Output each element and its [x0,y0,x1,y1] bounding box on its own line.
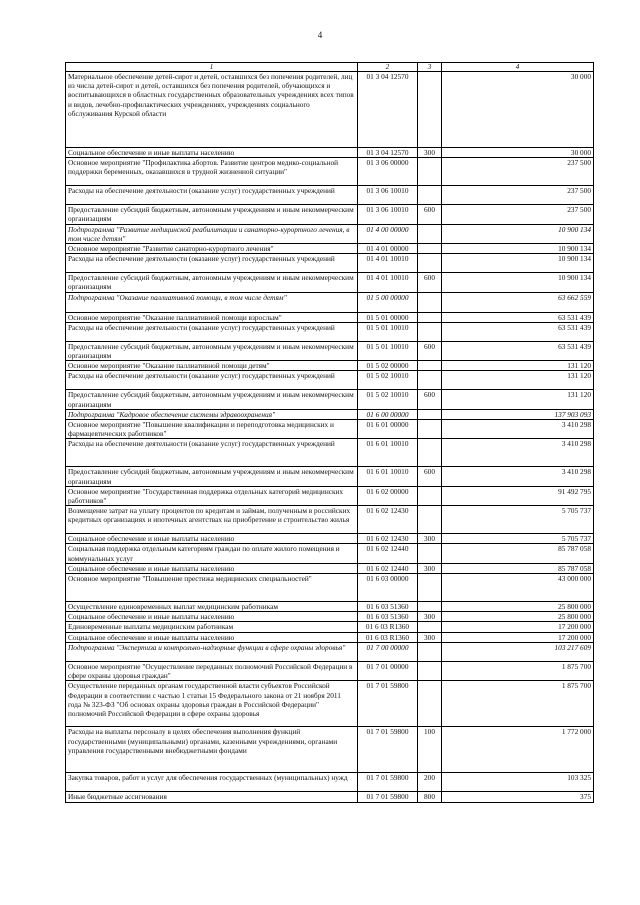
row-code-cell: 01 5 02 10010 [358,371,418,390]
row-type-cell [418,439,442,467]
row-type-cell: 300 [418,148,442,158]
row-type-cell: 600 [418,205,442,224]
row-type-cell: 800 [418,792,442,802]
row-code-cell: 01 6 02 12440 [358,544,418,563]
table-row [66,341,594,360]
row-name-cell: Возмещение затрат на уплату процентов по кредитам и займам, полученным в российских кредитных организациях и ипотечных агентствах на приобретение и строительство жилья [66,506,358,534]
row-type-cell: 600 [418,273,442,292]
row-amount-cell: 237 500 [442,158,594,186]
row-amount-cell: 237 500 [442,205,594,224]
table-row [66,574,594,602]
row-amount-cell: 25 800 000 [442,602,594,612]
table-row [66,681,594,727]
row-amount-cell: 30 000 [442,148,594,158]
row-type-cell [418,420,442,439]
row-name-cell: Подпрограмма "Развитие медицинской реабилитации и санаторно-курортного лечения, в том числе детям" [66,224,358,243]
table-row [66,292,594,312]
table-row [66,792,594,802]
row-code-cell: 01 4 01 00000 [358,244,418,254]
row-type-cell: 300 [418,632,442,642]
row-amount-cell: 63 531 439 [442,312,594,322]
row-code-cell: 01 6 03 R1360 [358,632,418,642]
row-code-cell: 01 3 06 00000 [358,158,418,186]
row-amount-cell: 10 900 134 [442,224,594,243]
row-code-cell: 01 4 01 10010 [358,273,418,292]
row-name-cell: Основное мероприятие "Развитие санаторно-курортного лечения" [66,244,358,254]
page-number: 4 [317,30,323,40]
table-row [66,186,594,205]
row-name-cell: Социальное обеспечение и иные выплаты населению [66,534,358,544]
table-row [66,506,594,534]
row-code-cell: 01 4 00 00000 [358,224,418,243]
row-name-cell: Основное мероприятие "Оказание паллиативной помощи взрослым" [66,312,358,322]
row-code-cell: 01 6 03 51360 [358,602,418,612]
table-row [66,409,594,419]
row-amount-cell: 3 410 298 [442,467,594,486]
row-code-cell: 01 6 02 12430 [358,534,418,544]
row-type-cell [418,544,442,563]
row-name-cell: Подпрограмма "Экспертиза и контрольно-надзорные функции в сфере охраны здоровья" [66,642,358,661]
row-amount-cell: 30 000 [442,72,594,148]
row-name-cell: Осуществление переданных органам государственной власти субъектов Российской Федерации в соответствии с частью 1 статьи 15 Федерального закона от 21 ноября 2011 года № 323-ФЗ "Об основах охраны здоровья граждан в Российской Федерации" полномочий Российской Федерации в сфере охраны здоровья [66,681,358,727]
row-amount-cell: 5 705 737 [442,534,594,544]
row-name-cell: Основное мероприятие "Государственная поддержка отдельных категорий медицинских работников" [66,486,358,505]
row-name-cell: Закупка товаров, работ и услуг для обеспечения государственных (муниципальных) нужд [66,773,358,792]
table-row [66,312,594,322]
row-amount-cell: 103 217 609 [442,642,594,661]
row-type-cell [418,681,442,727]
row-code-cell: 01 6 02 00000 [358,486,418,505]
row-type-cell [418,574,442,602]
table-body [66,72,594,803]
row-code-cell: 01 6 03 51360 [358,612,418,622]
row-name-cell: Иные бюджетные ассигнования [66,792,358,802]
row-code-cell: 01 7 01 00000 [358,661,418,680]
row-amount-cell: 103 325 [442,773,594,792]
row-name-cell: Подпрограмма "Кадровое обеспечение системы здравоохранения" [66,409,358,419]
row-amount-cell: 1 772 000 [442,727,594,773]
row-amount-cell: 375 [442,792,594,802]
table-row [66,773,594,792]
row-code-cell: 01 4 01 10010 [358,254,418,273]
row-amount-cell: 63 531 439 [442,341,594,360]
table-row [66,622,594,632]
row-amount-cell: 43 000 000 [442,574,594,602]
row-type-cell [418,602,442,612]
row-code-cell: 01 6 01 10010 [358,439,418,467]
row-type-cell [418,292,442,312]
row-type-cell: 300 [418,612,442,622]
row-name-cell: Расходы на обеспечение деятельности (оказание услуг) государственных учреждений [66,371,358,390]
table-row [66,205,594,224]
row-code-cell: 01 7 01 59800 [358,681,418,727]
table-row [66,371,594,390]
table-row [66,322,594,341]
row-code-cell: 01 5 00 00000 [358,292,418,312]
row-code-cell: 01 3 06 10010 [358,186,418,205]
row-code-cell: 01 3 04 12570 [358,72,418,148]
table-row [66,563,594,573]
table-header-row [66,63,594,72]
table-row [66,632,594,642]
row-name-cell: Основное мероприятие "Осуществление переданных полномочий Российской Федерации в сфере охраны здоровья граждан" [66,661,358,680]
row-code-cell: 01 5 01 00000 [358,312,418,322]
row-name-cell: Предоставление субсидий бюджетным, автономным учреждениям и иным некоммерческим организациям [66,467,358,486]
row-amount-cell: 3 410 298 [442,420,594,439]
row-name-cell: Основное мероприятие "Профилактика абортов. Развитие центров медико-социальной поддержки беременных, оказавшихся в трудной жизненной ситуации" [66,158,358,186]
row-code-cell: 01 6 02 12430 [358,506,418,534]
row-code-cell: 01 7 00 00000 [358,642,418,661]
table-row [66,439,594,467]
row-name-cell: Материальное обеспечение детей-сирот и детей, оставшихся без попечения родителей, лиц из числа детей-сирот и детей, оставшихся без попечения родителей, обучающихся и воспитывающихся в областных государственных образовательных учреждениях всех типов и видов, лечебно-профилактических учреждениях, учреждениях социального обслуживания Курской области [66,72,358,148]
row-name-cell: Социальное обеспечение и иные выплаты населению [66,563,358,573]
row-name-cell: Предоставление субсидий бюджетным, автономным учреждениям и иным некоммерческим организациям [66,341,358,360]
row-type-cell [418,642,442,661]
row-amount-cell: 10 900 134 [442,273,594,292]
table-row [66,273,594,292]
row-type-cell: 200 [418,773,442,792]
row-name-cell: Основное мероприятие "Повышение квалификации и переподготовка медицинских и фармацевтических работников" [66,420,358,439]
row-amount-cell: 17 200 000 [442,632,594,642]
row-amount-cell: 131 120 [442,371,594,390]
row-type-cell: 600 [418,390,442,409]
row-code-cell: 01 3 06 10010 [358,205,418,224]
row-code-cell: 01 6 03 R1360 [358,622,418,632]
row-name-cell: Социальное обеспечение и иные выплаты населению [66,632,358,642]
table-row [66,254,594,273]
row-code-cell: 01 5 02 10010 [358,390,418,409]
row-type-cell: 100 [418,727,442,773]
budget-table [65,62,594,803]
row-code-cell: 01 7 01 59800 [358,792,418,802]
row-name-cell: Расходы на обеспечение деятельности (оказание услуг) государственных учреждений [66,254,358,273]
row-name-cell: Основное мероприятие "Оказание паллиативной помощи детям" [66,361,358,371]
row-type-cell [418,158,442,186]
header-col-1: 1 [66,63,358,72]
table-row [66,602,594,612]
table-row [66,467,594,486]
table-row [66,148,594,158]
table-row [66,224,594,243]
table-row [66,642,594,661]
row-type-cell: 600 [418,341,442,360]
row-name-cell: Осуществление единовременных выплат медицинским работникам [66,602,358,612]
row-name-cell: Расходы на обеспечение деятельности (оказание услуг) государственных учреждений [66,439,358,467]
row-amount-cell: 85 787 058 [442,544,594,563]
table-row [66,661,594,680]
table-row [66,72,594,148]
row-type-cell: 300 [418,534,442,544]
row-name-cell: Основное мероприятие "Повышение престижа медицинских специальностей" [66,574,358,602]
row-code-cell: 01 7 01 59800 [358,773,418,792]
row-code-cell: 01 5 01 10010 [358,322,418,341]
table-row [66,420,594,439]
row-type-cell [418,371,442,390]
row-code-cell: 01 6 00 00000 [358,409,418,419]
row-amount-cell: 131 120 [442,390,594,409]
table-row [66,158,594,186]
row-name-cell: Предоставление субсидий бюджетным, автономным учреждениям и иным некоммерческим организациям [66,273,358,292]
table-row [66,544,594,563]
row-code-cell: 01 6 02 12440 [358,563,418,573]
table-row [66,390,594,409]
row-amount-cell: 85 787 058 [442,563,594,573]
row-code-cell: 01 6 01 00000 [358,420,418,439]
row-type-cell [418,622,442,632]
table-row [66,727,594,773]
row-amount-cell: 10 900 134 [442,254,594,273]
table-row [66,361,594,371]
row-name-cell: Расходы на выплаты персоналу в целях обеспечения выполнения функций государственными (муниципальными) органами, казенными учреждениями, органами управления государственными внебюджетными фондами [66,727,358,773]
row-code-cell: 01 5 01 10010 [358,341,418,360]
table-row [66,486,594,505]
row-type-cell [418,486,442,505]
row-name-cell: Расходы на обеспечение деятельности (оказание услуг) государственных учреждений [66,186,358,205]
header-col-3: 3 [418,63,442,72]
row-amount-cell: 1 875 700 [442,661,594,680]
row-amount-cell: 63 531 439 [442,322,594,341]
row-type-cell [418,322,442,341]
row-type-cell [418,224,442,243]
row-name-cell: Социальная поддержка отдельным категориям граждан по оплате жилого помещения и коммунальных услуг [66,544,358,563]
row-code-cell: 01 3 04 12570 [358,148,418,158]
row-name-cell: Социальное обеспечение и иные выплаты населению [66,148,358,158]
row-amount-cell: 25 800 000 [442,612,594,622]
row-code-cell: 01 6 03 00000 [358,574,418,602]
row-amount-cell: 237 500 [442,186,594,205]
row-amount-cell: 1 875 700 [442,681,594,727]
row-amount-cell: 10 900 134 [442,244,594,254]
table-row [66,534,594,544]
row-amount-cell: 131 120 [442,361,594,371]
row-amount-cell: 137 903 093 [442,409,594,419]
row-type-cell [418,244,442,254]
row-type-cell [418,506,442,534]
row-type-cell: 300 [418,563,442,573]
row-amount-cell: 91 492 795 [442,486,594,505]
row-name-cell: Расходы на обеспечение деятельности (оказание услуг) государственных учреждений [66,322,358,341]
row-type-cell [418,186,442,205]
table-row [66,244,594,254]
row-type-cell [418,361,442,371]
row-name-cell: Предоставление субсидий бюджетным, автономным учреждениям и иным некоммерческим организациям [66,205,358,224]
row-amount-cell: 3 410 298 [442,439,594,467]
row-code-cell: 01 7 01 59800 [358,727,418,773]
row-amount-cell: 17 200 000 [442,622,594,632]
row-amount-cell: 5 705 737 [442,506,594,534]
table-row [66,612,594,622]
row-type-cell [418,409,442,419]
row-type-cell: 600 [418,467,442,486]
row-type-cell [418,72,442,148]
row-type-cell [418,254,442,273]
row-amount-cell: 63 662 559 [442,292,594,312]
row-name-cell: Подпрограмма "Оказание паллиативной помощи, в том числе детям" [66,292,358,312]
header-col-4: 4 [442,63,594,72]
row-type-cell [418,661,442,680]
row-name-cell: Предоставление субсидий бюджетным, автономным учреждениям и иным некоммерческим организациям [66,390,358,409]
row-code-cell: 01 5 02 00000 [358,361,418,371]
row-code-cell: 01 6 01 10010 [358,467,418,486]
row-type-cell [418,312,442,322]
header-col-2: 2 [358,63,418,72]
row-name-cell: Единовременные выплаты медицинским работникам [66,622,358,632]
row-name-cell: Социальное обеспечение и иные выплаты населению [66,612,358,622]
